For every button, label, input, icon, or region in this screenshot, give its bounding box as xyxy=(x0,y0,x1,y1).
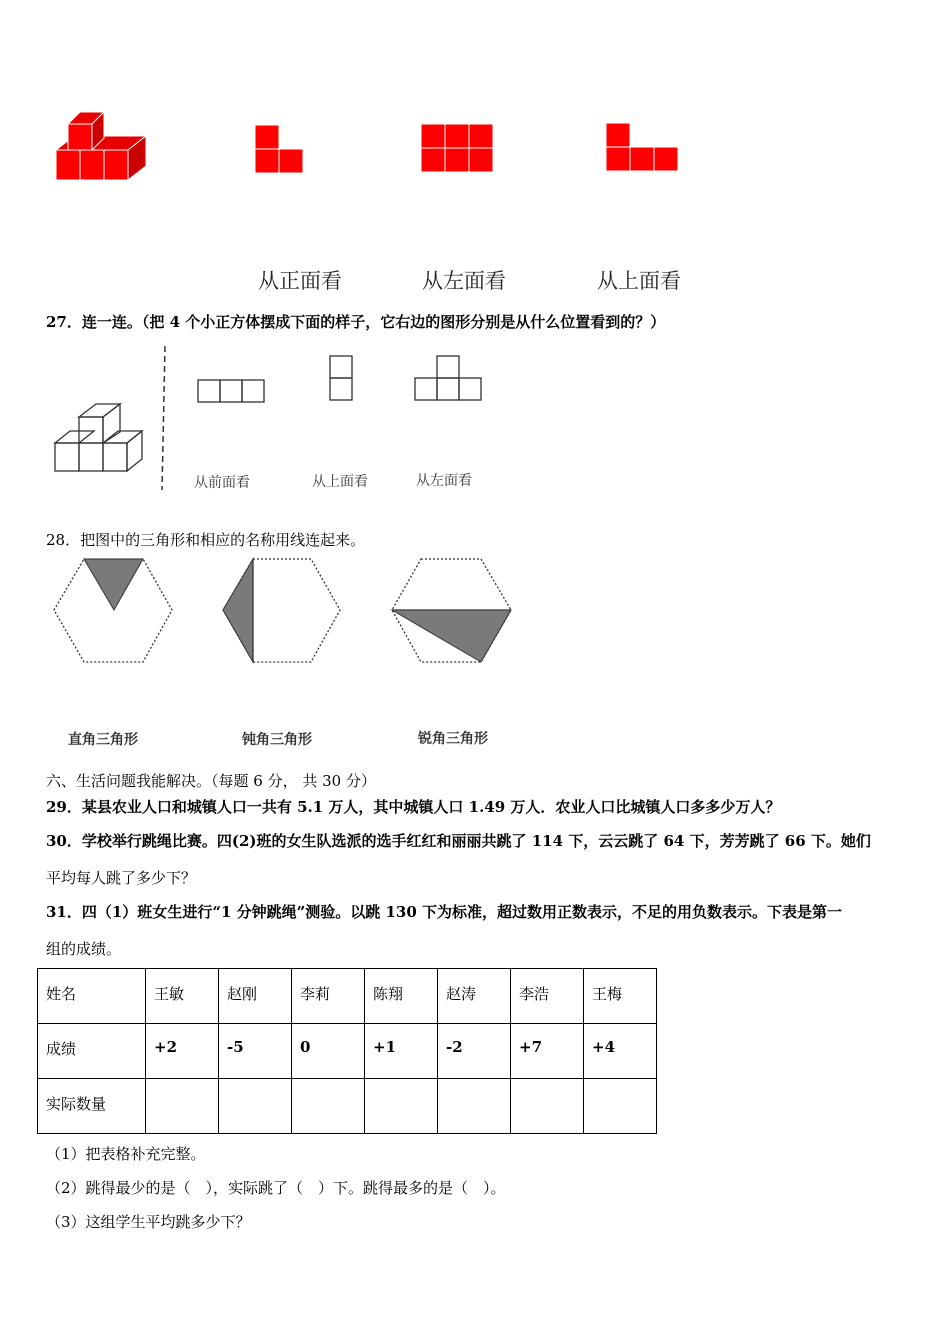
table-cell: -2 xyxy=(438,1024,511,1079)
hexagon-obtuse-triangle xyxy=(223,559,340,662)
question-31-text: 四（1）班女生进行“1 分钟跳绳”测验。以跳 130 下为标准，超过数用正数表示，不足的用负数表示。下表是第一 xyxy=(81,903,842,921)
blank-cell[interactable] xyxy=(146,1079,219,1134)
label-front-view: 从正面看 xyxy=(258,269,342,293)
table-cell: 李浩 xyxy=(511,969,584,1024)
table-cell: -5 xyxy=(219,1024,292,1079)
label-left-view: 从左面看 xyxy=(422,269,506,293)
table-cell: +7 xyxy=(511,1024,584,1079)
blank-cell[interactable] xyxy=(219,1079,292,1134)
dashed-divider xyxy=(162,346,165,490)
question-28-text: 把图中的三角形和相应的名称用线连起来。 xyxy=(80,531,366,549)
red-cube-3d-model xyxy=(56,112,146,180)
blank-cell[interactable] xyxy=(584,1079,657,1134)
table-cell: 李莉 xyxy=(292,969,365,1024)
table-cell: 王梅 xyxy=(584,969,657,1024)
blank-cell[interactable] xyxy=(438,1079,511,1134)
question-29 xyxy=(46,796,780,817)
question-31-sub2: （2）跳得最少的是（ ），实际跳了（ ）下。跳得最多的是（ ）。 xyxy=(46,1179,506,1197)
question-number: 28． xyxy=(46,531,81,549)
front-view-shape xyxy=(255,125,303,173)
q28-label-obtuse-triangle: 钝角三角形 xyxy=(242,732,312,748)
blank-cell[interactable] xyxy=(365,1079,438,1134)
question-number: 31． xyxy=(46,903,82,921)
table-cell: 王敏 xyxy=(146,969,219,1024)
question-30-line2: 平均每人跳了多少下？ xyxy=(46,869,197,887)
table-cell: +4 xyxy=(584,1024,657,1079)
q28-label-right-triangle: 直角三角形 xyxy=(68,732,138,748)
hexagon-acute-triangle xyxy=(392,559,511,662)
table-cell: +1 xyxy=(365,1024,438,1079)
question-30-line1 xyxy=(46,830,871,851)
q28-label-acute-triangle: 锐角三角形 xyxy=(418,731,488,747)
table-row xyxy=(38,1024,657,1079)
table-row xyxy=(38,1079,657,1134)
q27-view-two-column xyxy=(330,356,352,400)
table-cell: 0 xyxy=(292,1024,365,1079)
row-header-name: 姓名 xyxy=(38,969,146,1024)
blank-cell[interactable] xyxy=(292,1079,365,1134)
question-27 xyxy=(46,311,665,332)
question-31-sub1: （1）把表格补充完整。 xyxy=(46,1145,206,1163)
question-31-line2: 组的成绩。 xyxy=(46,940,122,958)
question-number: 29． xyxy=(46,798,82,816)
question-31-line1 xyxy=(46,901,842,922)
question-31-sub3: （3）这组学生平均跳多少下？ xyxy=(46,1213,251,1231)
blank-cell[interactable] xyxy=(511,1079,584,1134)
row-header-score: 成绩 xyxy=(38,1024,146,1079)
q27-cube-stack xyxy=(55,404,142,471)
question-number: 27． xyxy=(46,313,82,331)
question-number: 30． xyxy=(46,832,82,850)
question-29-text: 某县农业人口和城镇人口一共有 5.1 万人，其中城镇人口 1.49 万人．农业人口比城镇人口多多少万人？ xyxy=(81,798,781,816)
table-cell: +2 xyxy=(146,1024,219,1079)
question-28 xyxy=(46,529,365,550)
table-cell: 赵涛 xyxy=(438,969,511,1024)
q27-label-front: 从前面看 xyxy=(194,475,250,491)
q28-hexagons xyxy=(40,550,530,680)
q27-label-left: 从左面看 xyxy=(416,473,472,489)
q27-label-top: 从上面看 xyxy=(312,474,368,490)
red-cube-figures xyxy=(0,0,950,300)
question-30-text: 学校举行跳绳比赛。四(2)班的女生队选派的选手红红和丽丽共跳了 114 下，云云跳了 64 下，芳芳跳了 66 下。她们 xyxy=(81,832,871,850)
table-cell: 赵刚 xyxy=(219,969,292,1024)
left-view-shape xyxy=(421,124,493,172)
q27-view-t-shape xyxy=(415,356,481,400)
hexagon-right-triangle xyxy=(54,559,172,662)
label-top-view: 从上面看 xyxy=(597,269,681,293)
table-row xyxy=(38,969,657,1024)
row-header-actual: 实际数量 xyxy=(38,1079,146,1134)
q27-view-three-row xyxy=(198,380,264,402)
table-cell: 陈翔 xyxy=(365,969,438,1024)
question-27-text: 连一连。（把 4 个小正方体摆成下面的样子，它右边的图形分别是从什么位置看到的？） xyxy=(81,313,666,331)
score-table xyxy=(37,968,657,1134)
top-view-shape xyxy=(606,123,678,171)
section-6-title: 六、生活问题我能解决。（每题 6 分， 共 30 分） xyxy=(46,772,376,790)
